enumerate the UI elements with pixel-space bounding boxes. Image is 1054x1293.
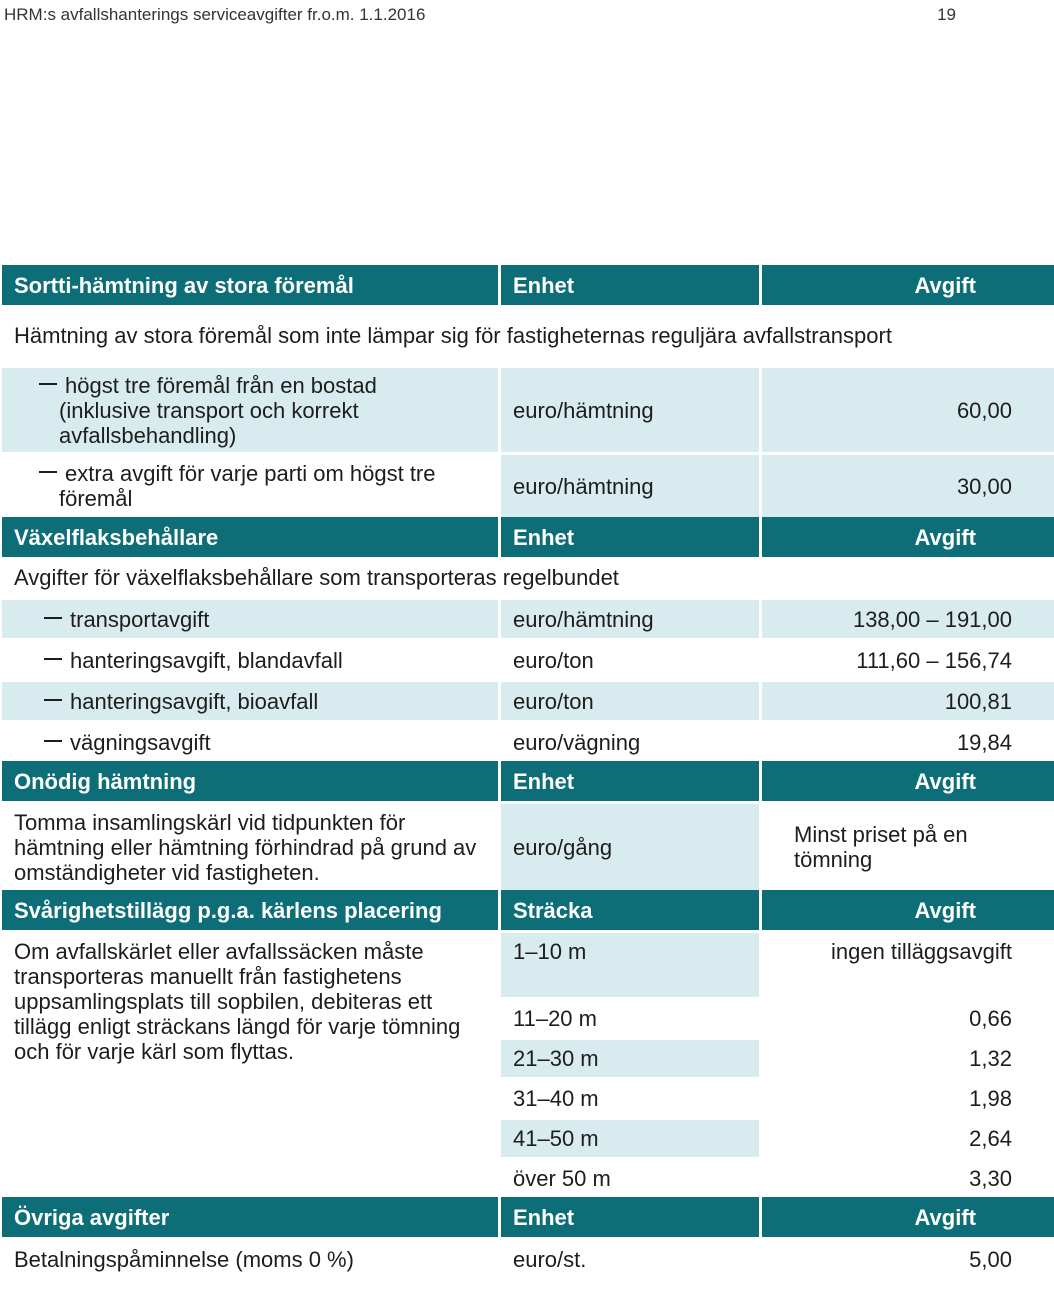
document-title: HRM:s avfallshanterings serviceavgifter fr.o.m. 1.1.2016 [4,5,426,24]
section-header-svarighet [2,890,1054,932]
dash-bullet [44,740,62,742]
row-label: Betalningspåminnelse (moms 0 %) [2,1239,500,1279]
table-row [2,454,1054,518]
fee-table [2,265,1054,1278]
table-row [2,803,1054,891]
unit-column-header: Enhet [500,761,761,803]
section-header-ovriga [2,1197,1054,1239]
row-range: 21–30 m [500,1039,761,1079]
unit-column-header: Enhet [500,265,761,305]
distance-column-header: Sträcka [500,890,761,932]
row-label: extra avgift för varje parti om högst tre föremål [59,461,436,511]
row-unit: euro/st. [500,1239,761,1279]
row-unit: euro/hämtning [500,367,761,454]
row-fee: 3,30 [761,1159,1054,1198]
row-fee: 100,81 [761,681,1054,722]
row-label: hanteringsavgift, bioavfall [70,688,319,714]
row-unit: euro/gång [500,803,761,891]
row-unit: euro/hämtning [500,454,761,518]
row-range: 11–20 m [500,999,761,1039]
section-title: Övriga avgifter [2,1197,500,1239]
table-row [2,599,1054,640]
section-header-vaxel [2,517,1054,557]
row-range: 31–40 m [500,1079,761,1119]
row-label: transportavgift [70,606,210,632]
table-row [2,1239,1054,1279]
row-label: högst tre föremål från en bostad (inklusive transport och korrekt avfallsbehandling) [59,372,377,448]
section-title: Sortti-hämtning av stora föremål [2,265,500,305]
row-fee: 30,00 [761,454,1054,518]
row-label: hanteringsavgift, blandavfall [70,647,343,673]
section-title: Växelflaksbehållare [2,517,500,557]
section-intro [2,557,1054,599]
row-label: vägningsavgift [70,729,211,755]
intro-text: Hämtning av stora föremål som inte lämpar sig för fastigheternas reguljära avfallstransport [14,322,892,348]
fee-column-header: Avgift [761,761,1054,803]
dash-bullet [39,383,57,385]
fee-column-header: Avgift [761,265,1054,305]
row-unit: euro/ton [500,681,761,722]
dash-bullet [44,658,62,660]
row-fee: 138,00 – 191,00 [761,599,1054,640]
row-label: Tomma insamlingskärl vid tidpunkten för hämtning eller hämtning förhindrad på grund av omständigheter vid fastigheten. [2,803,500,891]
intro-text: Avgifter för växelflaksbehållare som transporteras regelbundet [14,564,619,590]
row-fee: Minst priset på en tömning [761,803,1054,891]
row-fee: 19,84 [761,722,1054,762]
row-range: 1–10 m [500,932,761,999]
table-row [2,681,1054,722]
row-unit: euro/vägning [500,722,761,762]
fee-column-header: Avgift [761,890,1054,932]
unit-column-header: Enhet [500,517,761,557]
table-row [2,932,1054,999]
section-header-sortti [2,265,1054,305]
section-intro [2,305,1054,367]
section-title: Onödig hämtning [2,761,500,803]
section-title: Svårighetstillägg p.g.a. kärlens placering [2,890,500,932]
row-fee: 1,32 [761,1039,1054,1079]
row-fee: 111,60 – 156,74 [761,640,1054,681]
page-header [0,0,960,32]
row-range: 41–50 m [500,1119,761,1159]
row-fee: 0,66 [761,999,1054,1039]
dash-bullet [44,617,62,619]
row-fee: 2,64 [761,1119,1054,1159]
row-fee: 1,98 [761,1079,1054,1119]
table-row [2,367,1054,454]
row-range: över 50 m [500,1159,761,1198]
row-fee: 5,00 [761,1239,1054,1279]
fee-column-header: Avgift [761,1197,1054,1239]
fee-column-header: Avgift [761,517,1054,557]
surcharge-description: Om avfallskärlet eller avfallssäcken måste transporteras manuellt från fastighetens uppsamlingsplats till sopbilen, debiteras ett tillägg enligt sträckans längd för varje tömning och för varje kärl som flyttas. [2,932,500,1198]
row-fee: ingen tilläggsavgift [761,932,1054,999]
row-unit: euro/ton [500,640,761,681]
section-header-onodig [2,761,1054,803]
row-fee: 60,00 [761,367,1054,454]
table-row [2,722,1054,762]
dash-bullet [44,699,62,701]
unit-column-header: Enhet [500,1197,761,1239]
table-row [2,640,1054,681]
row-unit: euro/hämtning [500,599,761,640]
page-number: 19 [937,5,956,24]
dash-bullet [39,471,57,473]
